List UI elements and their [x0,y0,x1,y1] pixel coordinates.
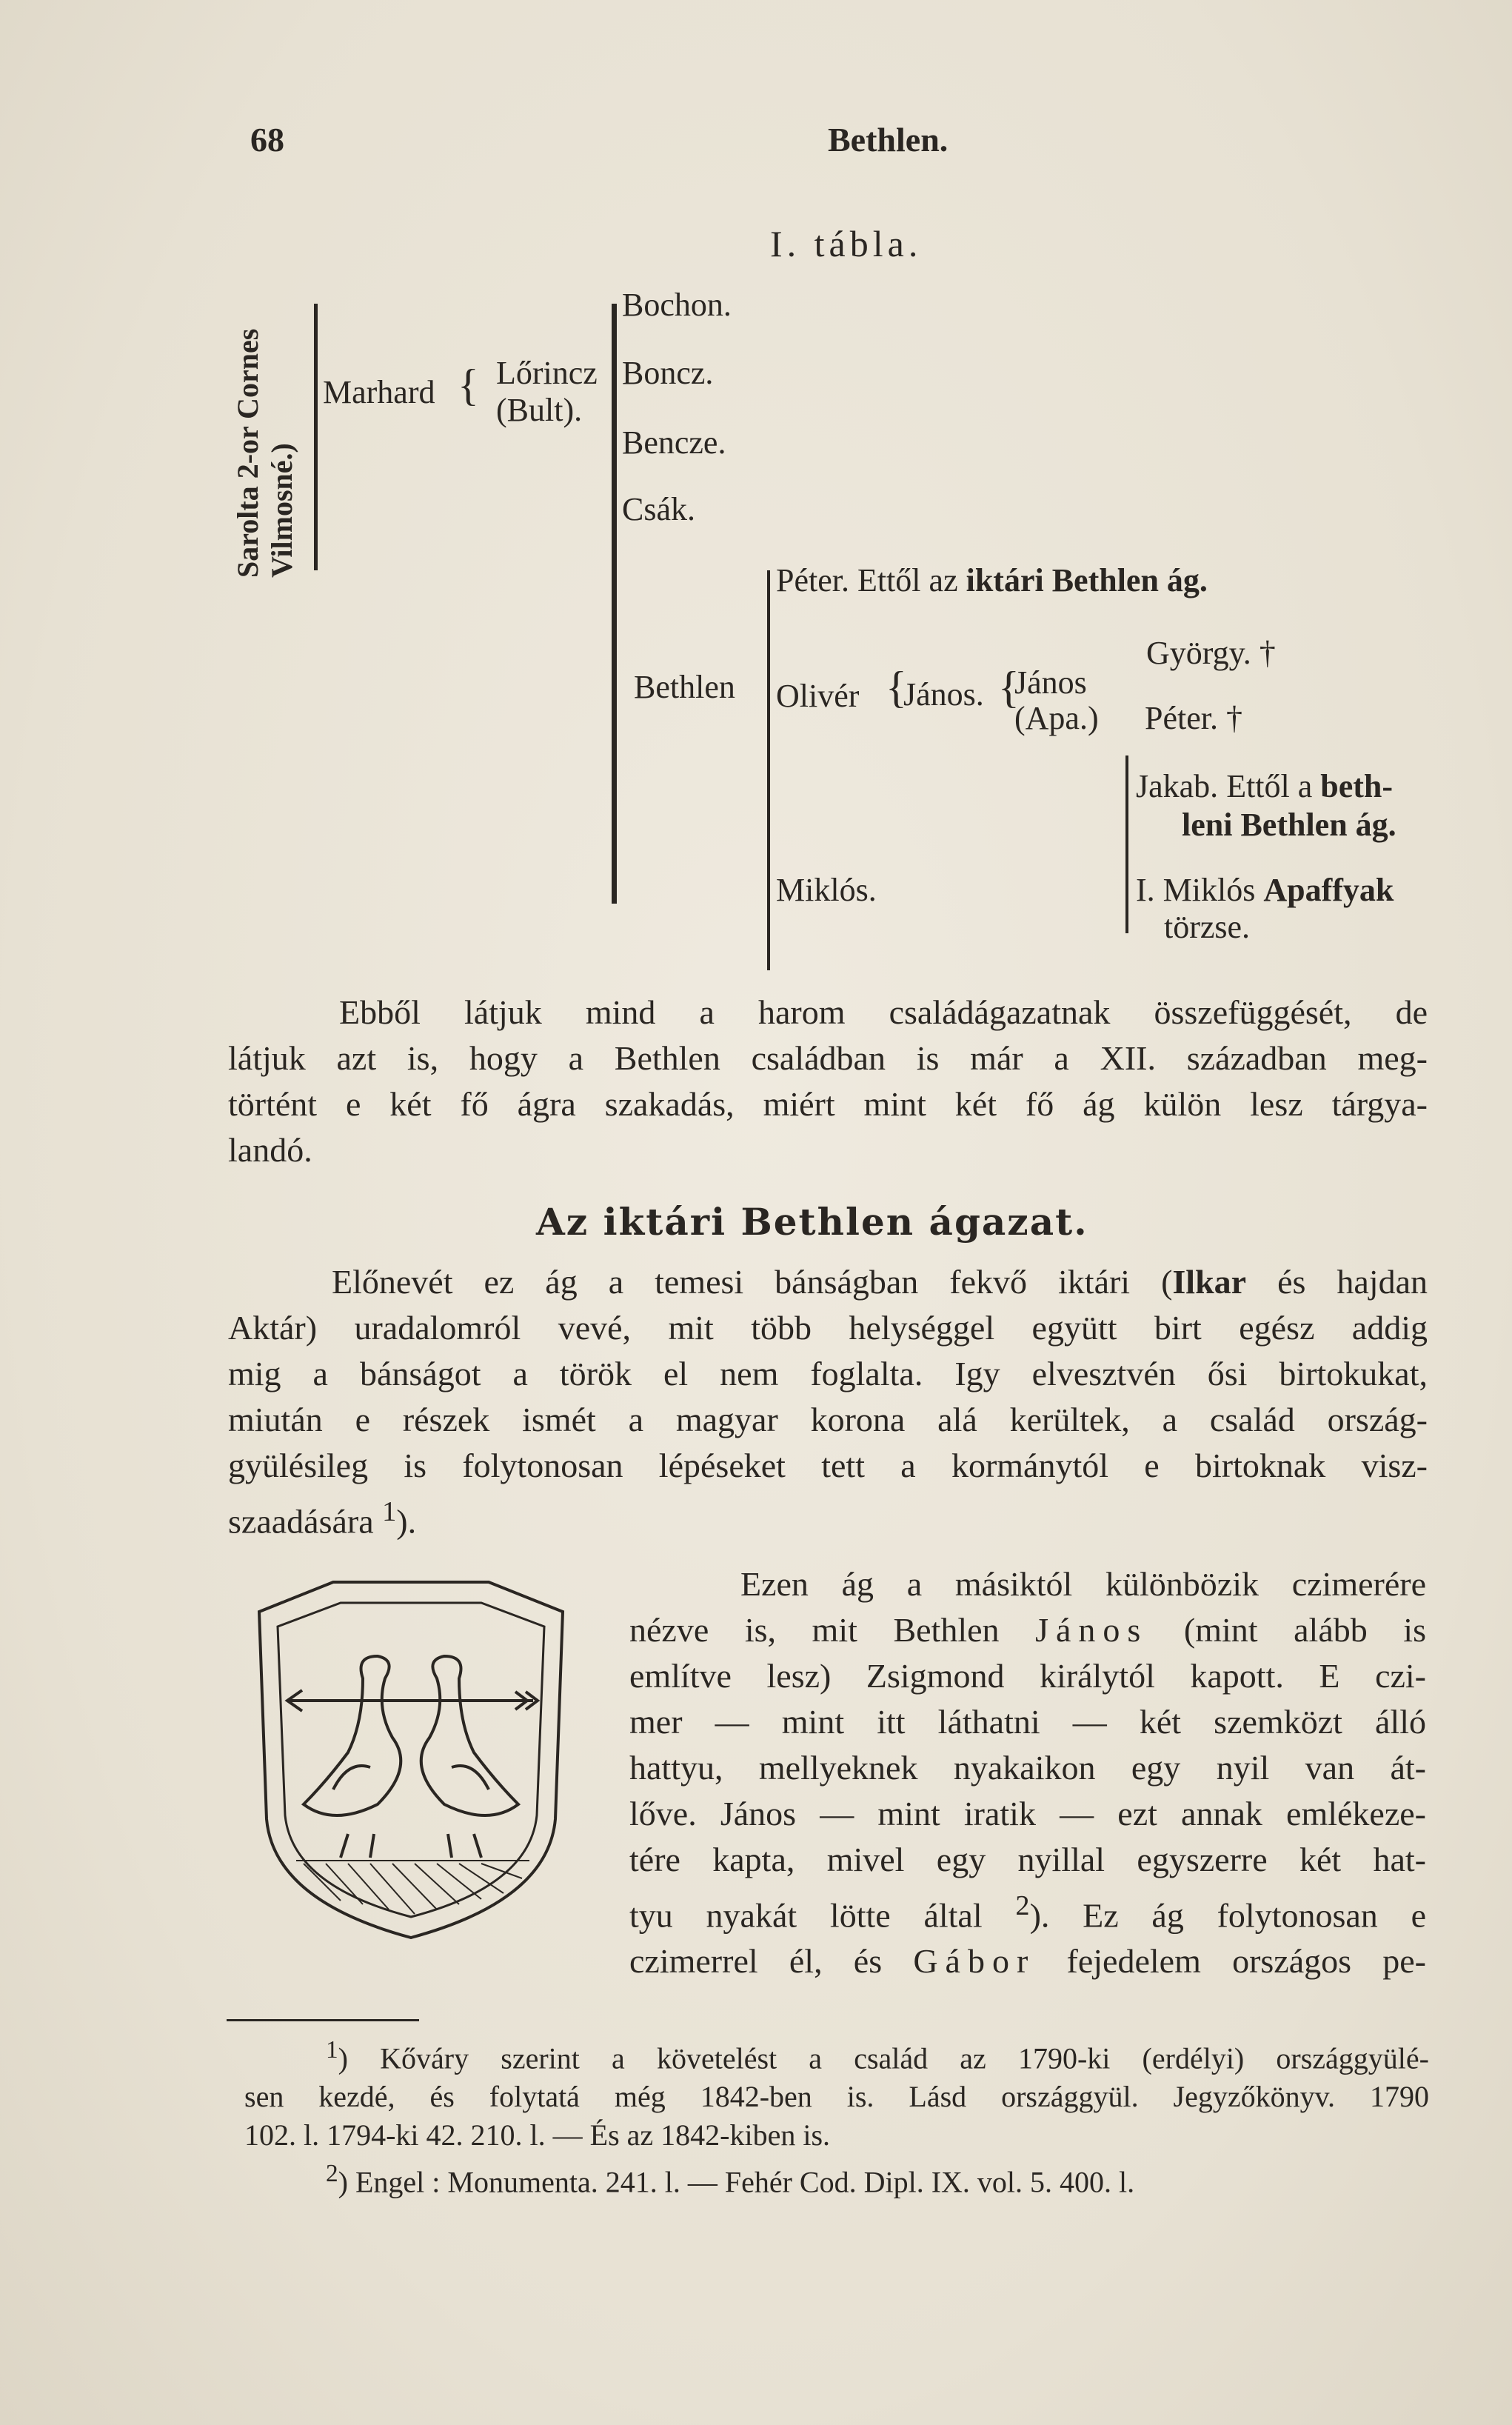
jakab-branch-1: beth- [1320,768,1394,804]
p1-line-1: Ebből látjuk mind a harom családágazatnak összefüggését, de [339,993,1428,1031]
csak: Csák. [622,491,695,527]
peter-2: Péter. † [1145,700,1242,736]
miklos-1: I. Miklós [1136,872,1264,908]
p3-line-4: mer — mint itt láthatni — két szemközt álló [629,1703,1426,1741]
left-swan-icon [304,1656,401,1858]
p2-line-6-end: ). [396,1502,417,1541]
jakab-rest: Ettől a [1226,768,1321,804]
p3-line-2 [629,1607,1426,1653]
p2-line-6a: szaadására [228,1502,374,1541]
janos-2: János [1014,664,1087,701]
bethlen-children-line [767,570,770,970]
p2-line-5: gyülésileg is folytonosan lépéseket tett a kormánytól e birtoknak visz- [228,1447,1428,1484]
arrow-icon [287,1690,538,1711]
bencze: Bencze. [622,424,726,461]
p3-line-9 [629,1938,1426,1984]
janos-1: János. [903,676,984,713]
p3-line-6: lőve. János — mint iratik — ezt annak emlékeze- [629,1795,1426,1832]
p2-line-1c: és hajdan [1246,1263,1428,1301]
p3-line-8b: ). Ez ág folytonosan e [1029,1896,1426,1935]
footnote-separator [227,2019,419,2021]
janos-brace: { [886,663,907,712]
p3-line-5: hattyu, mellyeknek nyakaikon egy nyil van át- [629,1749,1426,1787]
torzse: törzse. [1164,909,1251,945]
lorincz-brace: { [458,361,479,410]
bochon: Bochon. [622,287,732,323]
apa-children-line [1125,755,1128,933]
footnote-2-line-1 [244,2155,1429,2201]
footnote-1-text-1: ) Kőváry szerint a követelést a család az 1790-ki (erdélyi) országgyülé- [338,2041,1429,2075]
p3-line-1: Ezen ág a másiktól különbözik czimerére [740,1565,1426,1603]
apaffyak: Apaffyak [1263,872,1394,908]
boncz: Boncz. [622,355,714,391]
p3-line-9b: Gábor [913,1942,1036,1981]
side-label-line-1: Sarolta 2-or Cornes [231,328,264,578]
p2-line-2: Aktár) uradalomról vevé, mit több helységgel együtt birt egész addig [228,1309,1428,1347]
coat-of-arms-illustration [244,1567,578,1952]
bethlen: Bethlen [634,669,735,705]
p3-line-8a: tyu nyakát lötte által [629,1896,1016,1935]
footnote-2-mark: 2 [326,2160,338,2188]
oliver: Olivér [776,678,860,714]
peter-name: Péter. [776,562,849,598]
lorincz: Lőrincz [496,355,598,391]
footnote-1-line-2: sen kezdé, és folytatá még 1842-ben is. Lásd országgyül. Jegyzőkönyv. 1790 [244,2080,1429,2114]
p3-line-9c: fejedelem országos pe- [1035,1942,1426,1981]
side-label-line-2: Vilmosné.) [265,443,298,578]
footnote-1-mark: 1 [326,2036,338,2064]
jakab-branch-2: leni Bethlen ág. [1182,807,1396,843]
jakab-line [1136,767,1393,805]
p3-line-2a: nézve is, mit Bethlen [629,1611,1036,1649]
footnote-ref-1: 1 [382,1496,397,1527]
running-title: Bethlen. [828,121,949,159]
bult: (Bult). [496,392,583,428]
miklos-line [1136,871,1394,909]
jakab: Jakab. [1136,768,1219,804]
p3-line-2b: János [1035,1611,1148,1649]
peter-rest: Ettől az [857,562,966,598]
p1-line-4: landó. [228,1131,312,1169]
footnote-2-text-1: ) Engel : Monumenta. 241. l. — Fehér Cod. Dipl. IX. vol. 5. 400. l. [338,2165,1135,2199]
section-heading: Az iktári Bethlen ágazat. [536,1200,1088,1244]
lorincz-children-line [612,304,617,904]
paragraph-3 [629,1561,1426,1984]
p3-line-3: említve lesz) Zsigmond királytól kapott. E czi- [629,1657,1426,1695]
janos2-brace: { [998,663,1020,712]
paragraph-1 [228,990,1428,1173]
p1-line-3: történt e két fő ágra szakadás, miért mint két fő ág külön lesz tárgya- [228,1085,1428,1123]
footnote-1-line-1 [244,2031,1429,2078]
shield-outer-icon [259,1582,563,1938]
p3-line-7: tére kapta, mivel egy nyillal egyszerre két hat- [629,1841,1426,1878]
footnote-1-line-3: 102. l. 1794-ki 42. 210. l. — És az 1842-kiben is. [244,2118,831,2152]
miklos: Miklós. [776,872,877,908]
p1-line-2: látjuk azt is, hogy a Bethlen családban is már a XII. században meg- [228,1039,1428,1077]
apa: (Apa.) [1014,700,1099,736]
p2-line-1b: Ilkar [1172,1263,1247,1301]
p3-line-9a: czimerrel él, és [629,1942,914,1981]
shield-inner-icon [278,1603,544,1917]
p2-line-3: mig a bánságot a török el nem foglalta. Igy elvesztvén ősi birtokukat, [228,1355,1428,1392]
peter-line [776,561,1208,599]
p2-line-1a: Előnevét ez ág a temesi bánságban fekvő iktári ( [332,1263,1173,1301]
gyorgy: György. † [1146,635,1276,671]
side-label [231,329,299,578]
marhard: Marhard [323,374,435,410]
p2-line-1 [228,1259,1428,1305]
p2-line-4: miután e részek ismét a magyar korona alá kerültek, a család ország- [228,1401,1428,1438]
marhard-bracket-line [314,304,318,570]
p3-line-2c: (mint alább is [1148,1611,1426,1649]
p3-line-8 [629,1883,1426,1938]
p2-line-6 [228,1489,1428,1544]
footnote-ref-2: 2 [1015,1890,1030,1921]
page-number: 68 [250,121,284,159]
paragraph-2 [228,1259,1428,1544]
right-swan-icon [421,1656,518,1858]
footnotes [244,2031,1429,2202]
peter-branch: iktári Bethlen ág. [966,562,1208,598]
table-title: I. tábla. [770,223,923,264]
